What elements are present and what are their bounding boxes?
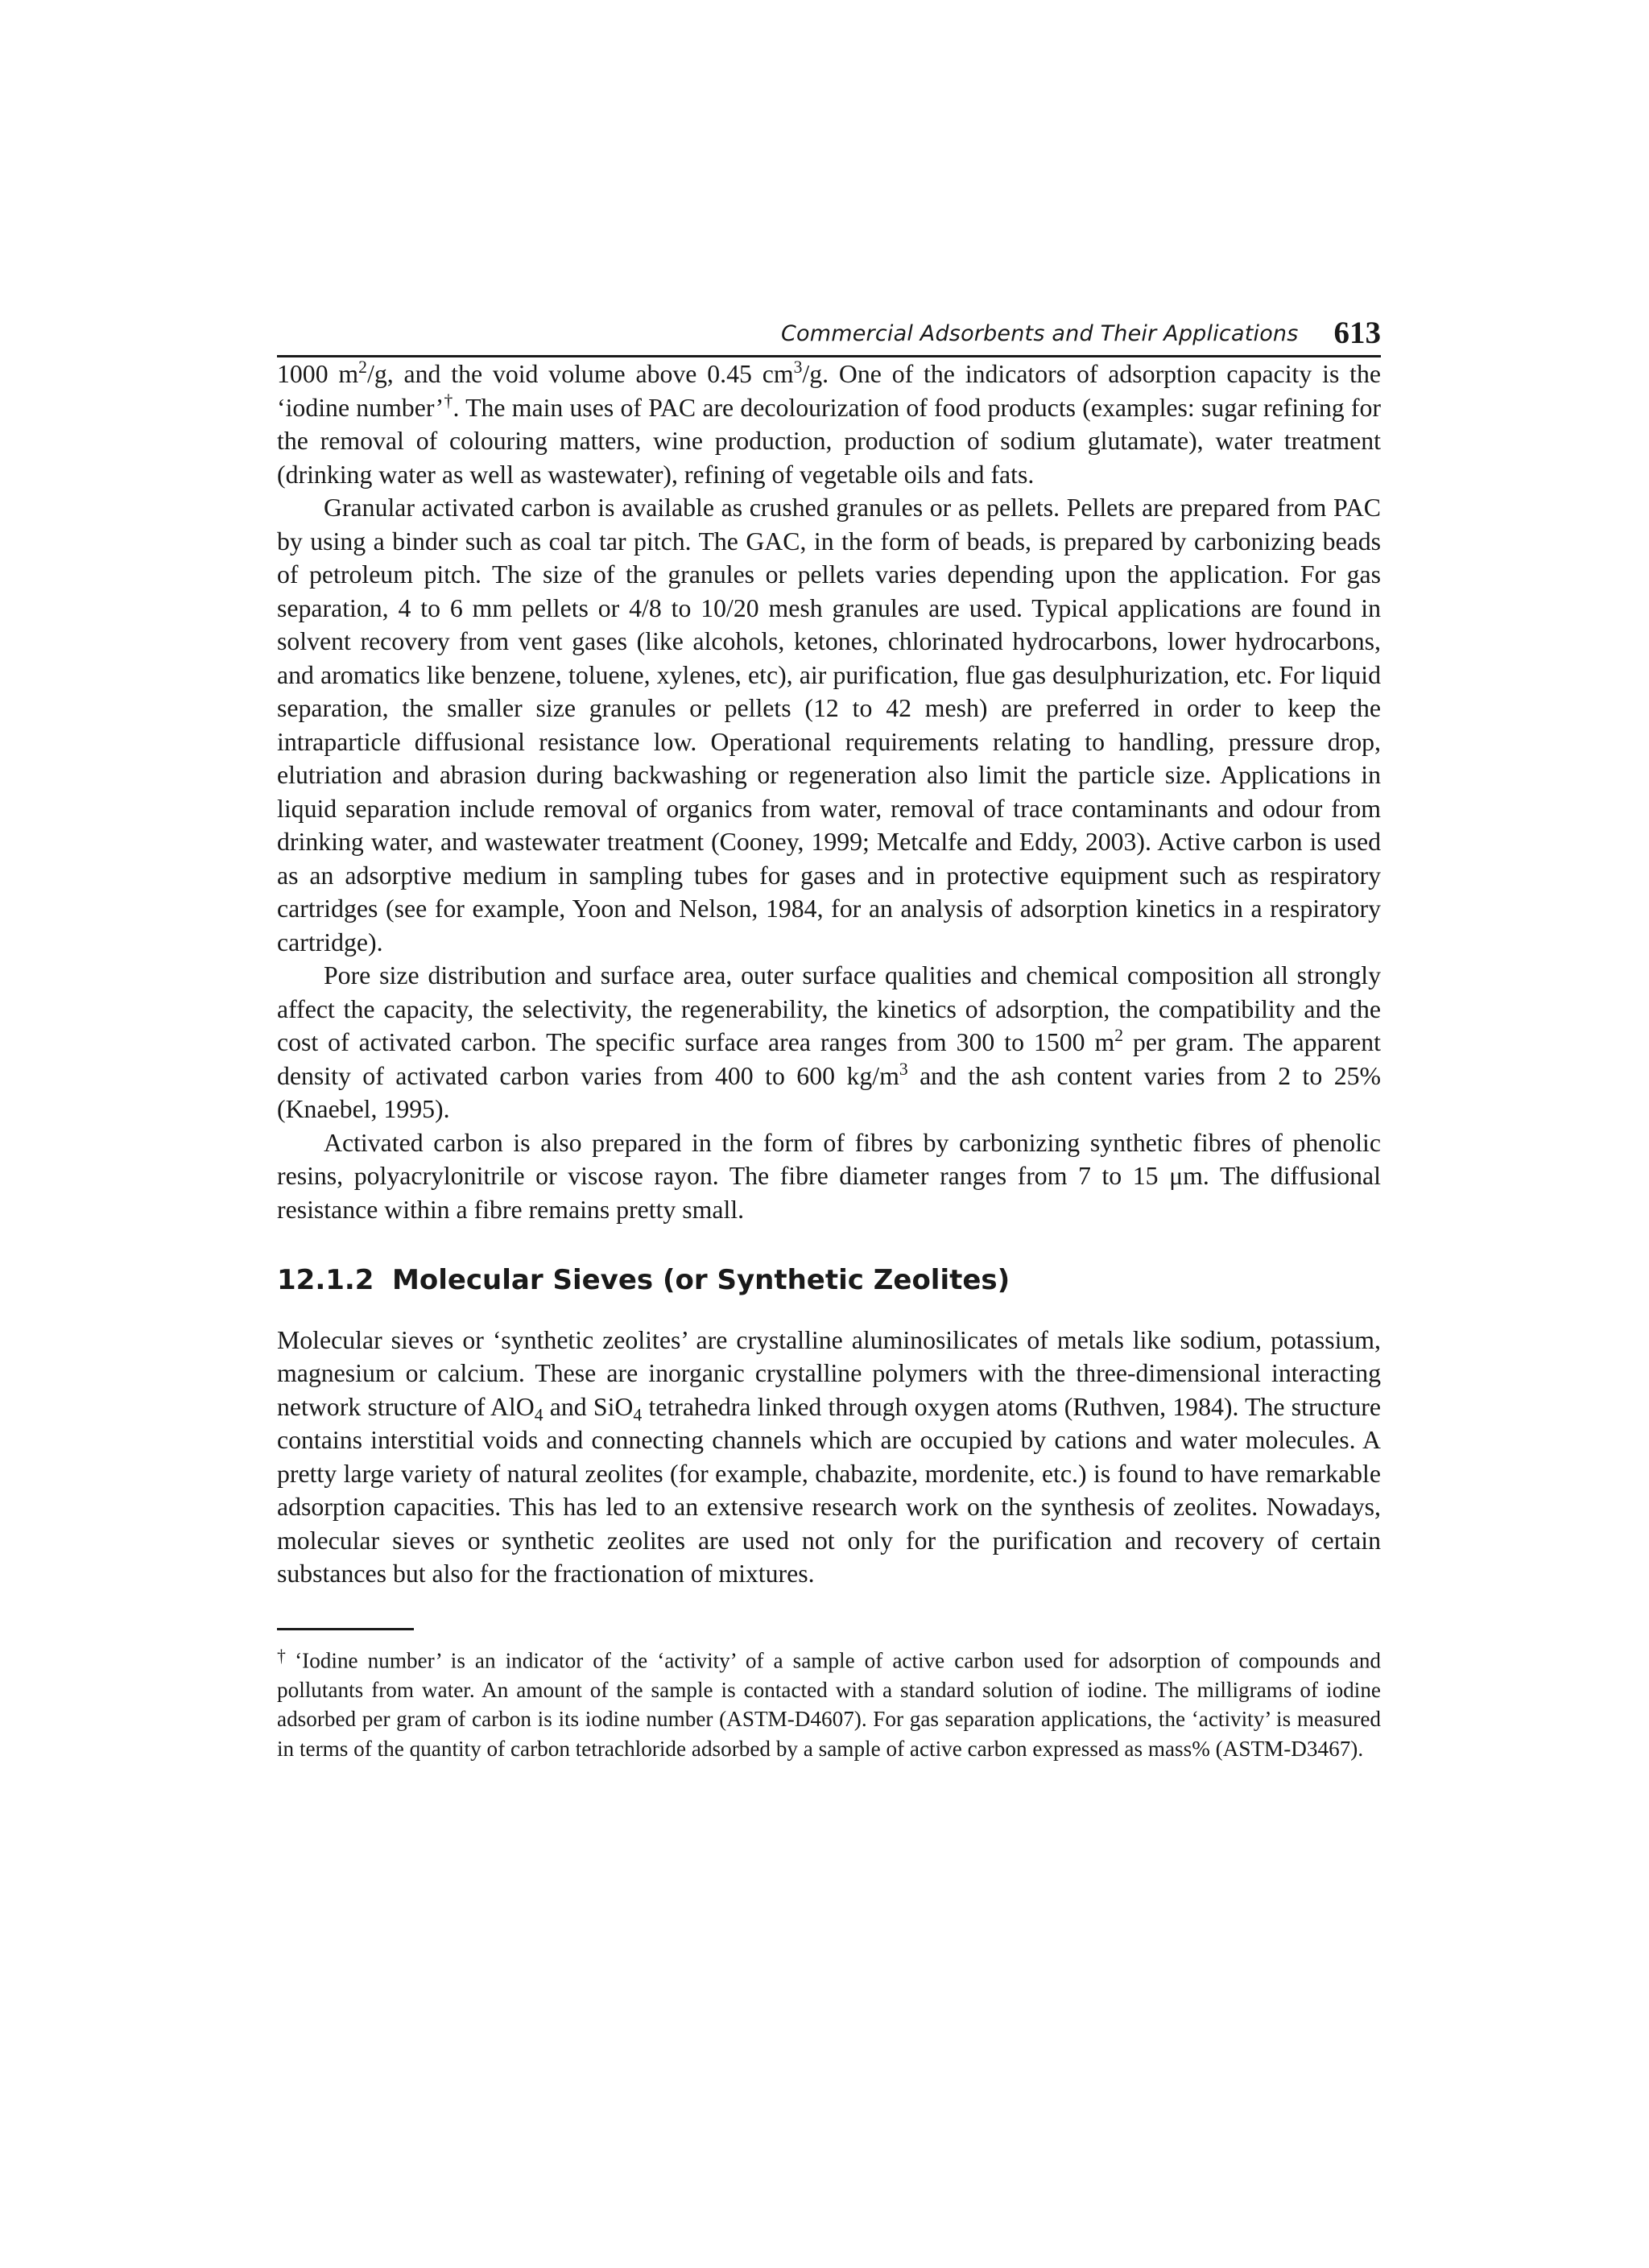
- running-title: Commercial Adsorbents and Their Applications: [780, 321, 1299, 346]
- subscript: 4: [633, 1404, 643, 1424]
- body-text: [277, 357, 1381, 1591]
- footnote-text: ‘Iodine number’ is an indicator of the ‘activity’ of a sample of active carbon used for adsorption of compounds and pollutants from water. An amount of the sample is contacted with a standard solution of iodine. The milligrams of iodine adsorbed per gram of carbon is its iodine number (ASTM-D4607). For gas separation applications, the ‘activity’ is measured in terms of the quantity of carbon tetrachloride adsorbed by a sample of active carbon expressed as mass% (ASTM-D3467).: [277, 1648, 1382, 1761]
- superscript: 3: [793, 357, 803, 378]
- text-run: tetrahedra linked through oxygen atoms (Ruthven, 1984). The structure contains interstitial voids and connecting channels which are occupied by cations and water molecules. A pretty large variety of natural zeolites (for example, chabazite, mordenite, etc.) is found to have remarkable adsorption capacities. This has led to an extensive research work on the synthesis of zeolites. Nowadays, molecular sieves or synthetic zeolites are used not only for the purification and recovery of certain substances but also for the fractionation of mixtures.: [277, 1392, 1382, 1588]
- superscript: 3: [899, 1059, 908, 1079]
- paragraph-pore-size: [277, 959, 1381, 1126]
- paragraph-granular-carbon: Granular activated carbon is available as crushed granules or as pellets. Pellets are prepared from PAC by using a binder such as coal tar pitch. The GAC, in the form of beads, is prepared by carbonizing beads of petroleum pitch. The size of the granules or pellets varies depending upon the application. For gas separation, 4 to 6 mm pellets or 4/8 to 10/20 mesh granules are used. Typical applications are found in solvent recovery from vent gases (like alcohols, ketones, chlorinated hydrocarbons, lower hydrocarbons, and aromatics like benzene, toluene, xylenes, etc), air purification, flue gas desulphurization, etc. For liquid separation, the smaller size granules or pellets (12 to 42 mesh) are preferred in order to keep the intraparticle diffusional resistance low. Operational requirements relating to handling, pressure drop, elutriation and abrasion during backwashing or regeneration also limit the particle size. Applications in liquid separation include removal of organics from water, removal of trace contaminants and odour from drinking water, and wastewater treatment (Cooney, 1999; Metcalfe and Eddy, 2003). Active carbon is used as an adsorptive medium in sampling tubes for gases and in protective equipment such as respiratory cartridges (see for example, Yoon and Nelson, 1984, for an analysis of adsorption kinetics in a respiratory cartridge).: [277, 494, 1381, 956]
- running-header: [277, 306, 1381, 357]
- section-heading: [277, 1264, 1381, 1298]
- subscript: 4: [534, 1404, 543, 1424]
- text-run: /g, and the void volume above 0.45 cm: [366, 360, 794, 388]
- section-title: Molecular Sieves (or Synthetic Zeolites): [392, 1264, 1010, 1296]
- text-run: and the ash content varies from 2 to 25% (Knaebel, 1995).: [277, 1061, 1381, 1123]
- footnote-mark: †: [277, 1646, 291, 1666]
- text-run: Molecular sieves or ‘synthetic zeolites’ are crystalline aluminosilicates of metals like sodium, potassium, magnesium or calcium. These are inorganic crystalline polymers with the three-dimensional interacting network structure of AlO: [277, 1325, 1381, 1421]
- footnote-divider: [277, 1628, 414, 1630]
- text-run: and SiO: [543, 1392, 634, 1421]
- paragraph-carbon-fibres: Activated carbon is also prepared in the form of fibres by carbonizing synthetic fibres of phenolic resins, polyacrylonitrile or viscose rayon. The fibre diameter ranges from 7 to 15 μm. The diffusional resistance within a fibre remains pretty small.: [277, 1128, 1381, 1224]
- text-run: /g. One of the indicators of adsorption capacity is the ‘iodine number’: [277, 360, 1381, 422]
- paragraph-pac-uses: [277, 357, 1381, 491]
- text-run: 1000 m: [277, 360, 359, 388]
- text-run: . The main uses of PAC are decolourization of food products (examples: sugar refining for the removal of colouring matters, wine production, production of sodium glutamate), water treatment (drinking water as well as wastewater), refining of vegetable oils and fats.: [277, 393, 1381, 489]
- superscript: 2: [1114, 1026, 1124, 1046]
- paragraph-molecular-sieves: [277, 1324, 1381, 1591]
- footnote-reference[interactable]: †: [444, 390, 453, 411]
- text-run: Pore size distribution and surface area, outer surface qualities and chemical composition all strongly affect the capacity, the selectivity, the regenerability, the kinetics of adsorption, the compatibility and the cost of activated carbon. The specific surface area ranges from 300 to 1500 m: [277, 961, 1381, 1056]
- superscript: 2: [358, 357, 367, 378]
- text-run: per gram. The apparent density of activated carbon varies from 400 to 600 kg/m: [277, 1028, 1381, 1090]
- footnote: [277, 1642, 1381, 1764]
- page-number: 613: [1333, 316, 1381, 350]
- page: [277, 306, 1381, 1763]
- section-number: 12.1.2: [277, 1264, 374, 1296]
